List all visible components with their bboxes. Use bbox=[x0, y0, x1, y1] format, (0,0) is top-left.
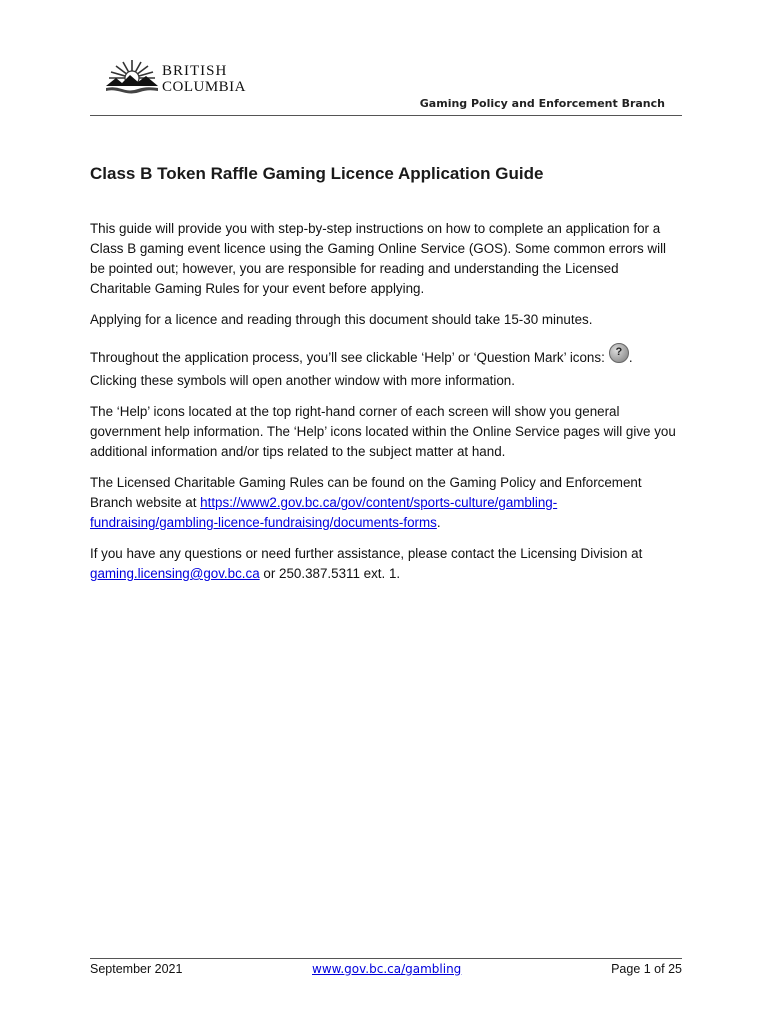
help-icons-text-b: . Clicking these symbols will open another window with more information. bbox=[90, 350, 633, 388]
rules-link[interactable]: https://www2.gov.bc.ca/gov/content/sports-culture/gambling-fundraising/gambling-licence-fundraising/documents-forms bbox=[90, 495, 558, 530]
intro-paragraph: This guide will provide you with step-by-step instructions on how to complete an application for a Class B gaming event licence using the Gaming Online Service (GOS). Some common errors will be pointed out; however, you are responsible for reading and understanding the Licensed Charitable Gaming Rules for your event before applying. bbox=[90, 221, 667, 296]
contact-text-a: If you have any questions or need further assistance, please contact the Licensing Division at bbox=[90, 546, 643, 561]
footer-date: September 2021 bbox=[90, 962, 183, 976]
page-title: Class B Token Raffle Gaming Licence Application Guide bbox=[90, 164, 544, 183]
document-body bbox=[90, 219, 680, 595]
footer-url-link[interactable]: www.gov.bc.ca/gambling bbox=[312, 962, 462, 976]
logo-text-british: BRITISH bbox=[162, 63, 228, 79]
time-estimate-paragraph: Applying for a licence and reading through this document should take 15-30 minutes. bbox=[90, 312, 593, 327]
contact-text-b: or 250.387.5311 ext. 1. bbox=[259, 566, 401, 581]
bc-sun-mountains-icon bbox=[104, 56, 160, 100]
header-divider bbox=[90, 115, 682, 116]
email-link[interactable]: gaming.licensing@gov.bc.ca bbox=[90, 566, 260, 581]
question-mark-icon: ? bbox=[609, 343, 629, 363]
logo-text-columbia: COLUMBIA bbox=[162, 79, 247, 95]
rules-text-b: . bbox=[436, 515, 441, 530]
help-icons-text-a: Throughout the application process, you’ll see clickable ‘Help’ or ‘Question Mark’ icons: bbox=[90, 350, 605, 365]
rules-text-a: The Licensed Charitable Gaming Rules can be found on the Gaming Policy and Enforcement Branch website at bbox=[90, 475, 642, 510]
bc-logo bbox=[104, 56, 254, 100]
page-number: Page 1 of 25 bbox=[611, 962, 682, 976]
help-location-paragraph: The ‘Help’ icons located at the top right-hand corner of each screen will show you general government help information. The ‘Help’ icons located within the Online Service pages will give you additional information and/or tips related to the subject matter at hand. bbox=[90, 404, 676, 459]
rules-paragraph bbox=[90, 473, 680, 533]
branch-name: Gaming Policy and Enforcement Branch bbox=[419, 97, 665, 110]
footer-divider bbox=[90, 958, 682, 959]
contact-paragraph bbox=[90, 544, 680, 584]
help-icons-paragraph bbox=[90, 348, 680, 391]
